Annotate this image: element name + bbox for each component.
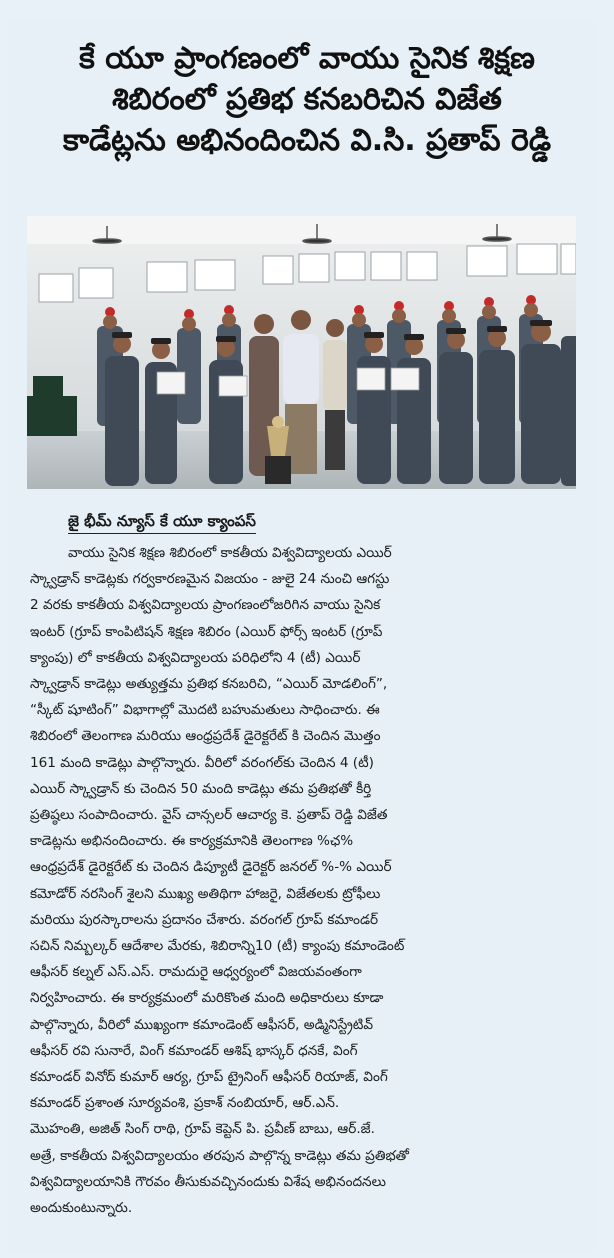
article-line: స్క్వాడ్రాన్ కాడెట్లకు గర్వకారణమైన విజయం - జులై 24 నుంచి ఆగస్టు <box>30 571 390 588</box>
article-line: “స్కీట్ షూటింగ్” విభాగాల్లో మొదటి బహుమతులు సాధించారు. ఈ <box>30 702 380 719</box>
photo-illustration <box>27 216 576 489</box>
article-line: విశ్వవిద్యాలయానికి గౌరవం తీసుకువచ్చినందుకు విశేష అభినందనలు <box>30 1173 386 1190</box>
headline-line: శిబిరంలో ప్రతిభ కనబరిచిన విజేత <box>112 82 502 117</box>
article-line: అత్రే, కాకతీయ విశ్వవిద్యాలయం తరపున పాల్గొన్న కాడెట్లు తమ ప్రతిభతో <box>30 1147 409 1164</box>
cadets-group-photo <box>27 216 576 489</box>
article-line: అందుకుంటున్నారు. <box>30 1200 133 1217</box>
article-line: కమోడోర్ నరసింగ్ శైలని ముఖ్య అతిథిగా హాజరై, విజేతలకు ట్రోఫీలు <box>30 885 381 902</box>
article-line: కమాండర్ ప్రశాంత సూర్యవంశి, ప్రకాశ్ నంబియార్, ఆర్.ఎన్. <box>30 1095 340 1112</box>
article-line: వాయు సైనిక శిక్షణ శిబిరంలో కాకతీయ విశ్వవిద్యాలయ ఎయిర్ <box>68 545 392 561</box>
headline <box>0 38 614 161</box>
article-line: ఆంధ్రప్రదేశ్ డైరెక్టరేట్ కు చెందిన డిప్యూటీ డైరెక్టర్ జనరల్ %-% ఎయిర్ <box>30 859 392 876</box>
byline: జై భీమ్ న్యూస్ కే యూ క్యాంపస్ <box>68 511 256 534</box>
article-line: ఇంటర్ (గ్రూప్ కాంపిటిషన్ శిక్షణ శిబిరం (ఎయిర్ ఫోర్స్ ఇంటర్ (గ్రూప్ <box>30 623 383 640</box>
article-line: మరియు పురస్కారాలను ప్రదానం చేశారు. వరంగల్ గ్రూప్ కమాండర్ <box>30 911 379 928</box>
article-line: 2 వరకు కాకతీయ విశ్వవిద్యాలయ ప్రాంగణంలోజరిగిన వాయు సైనిక <box>30 597 381 614</box>
article-line: కాడెట్లను అభినందించారు. ఈ కార్యక్రమానికి తెలంగాణ %ఛ% <box>30 833 354 850</box>
article-line: ప్రతిష్ఠలు సంపాదించారు. వైస్ చాన్సలర్ ఆచార్య కె. ప్రతాప్ రెడ్డి విజేత <box>30 807 388 824</box>
article-line: మొహంతి, అజిత్ సింగ్ రాథి, గ్రూప్ కెప్టెన్ పి. ప్రవీణ్ బాబు, ఆర్.జే. <box>30 1121 375 1138</box>
article-line: పాల్గొన్నారు, వీరిలో ముఖ్యంగా కమాండెంట్ ఆఫీసర్, అడ్మినిస్ట్రేటివ్ <box>30 1016 373 1033</box>
article-line: శిబిరంలో తెలంగాణ మరియు ఆంధ్రప్రదేశ్ డైరెక్టరేట్ కి చెందిన మొత్తం <box>30 728 381 745</box>
article-line: ఆఫీసర్ రవి సునారే, వింగ్ కమాండర్ ఆశిష్ భాస్కర్ ధనకే, వింగ్ <box>30 1042 358 1059</box>
article-line: ఎయిర్ స్క్వాడ్రాన్ కు చెందిన 50 మంది కాడెట్లు తమ ప్రతిభతో కీర్తి <box>30 780 372 797</box>
headline-line: కాడేట్లను అభినందించిన వి.సి. ప్రతాప్ రెడ్డి <box>62 123 552 158</box>
article-line: 161 మంది కాడెట్లు పాల్గొన్నారు. వీరిలో వరంగల్‌కు చెందిన 4 (టీ) <box>30 754 374 771</box>
article-line: ఆఫీసర్ కల్నల్ ఎస్.ఎస్. రామదురై ఆధ్వర్యంలో విజయవంతంగా <box>30 964 362 981</box>
article-line: కమాండర్ వినోద్ కుమార్ ఆర్య, గ్రూప్ ట్రైనింగ్ ఆఫీసర్ రియాజ్, వింగ్ <box>30 1069 388 1086</box>
article-line: నిర్వహించారు. ఈ కార్యక్రమంలో మరికొంత మంది అధికారులు కూడా <box>30 990 384 1007</box>
article-body <box>30 540 587 1221</box>
article-line: స్క్వాడ్రాన్ కాడెట్లు అత్యుత్తమ ప్రతిభ కనబరిచి, “ఎయిర్ మోడలింగ్”, <box>30 676 388 693</box>
article-line: క్యాంపు) లో కాకతీయ విశ్వవిద్యాలయ పరిధిలోని 4 (టీ) ఎయిర్ <box>30 649 361 666</box>
headline-line: కే యూ ప్రాంగణంలో వాయు సైనిక శిక్షణ <box>79 41 535 76</box>
article-line: సచిన్ నిమ్బల్కర్ ఆదేశాల మేరకు, శిబిరాన్ని10 (టీ) క్యాంపు కమాండెంట్ <box>30 938 405 955</box>
